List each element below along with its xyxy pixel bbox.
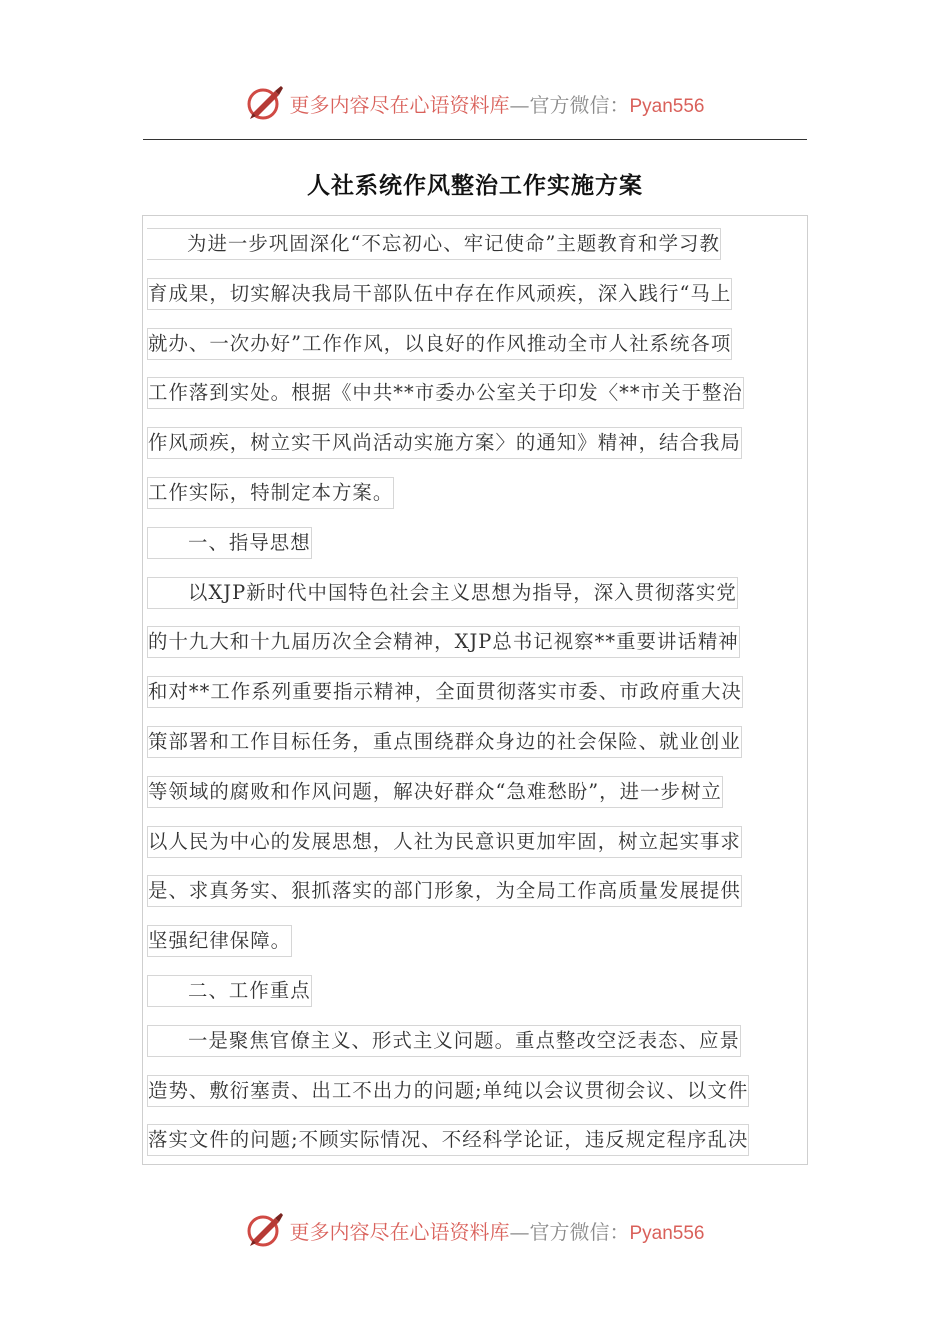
pen-logo-icon	[245, 1210, 285, 1250]
body-text-line	[147, 676, 743, 708]
body-text-lines	[147, 228, 805, 1165]
body-text-line-content: 以人民为中心的发展思想，人社为民意识更加牢固，树立起实事求	[148, 829, 741, 853]
body-text-line	[147, 1025, 741, 1057]
banner-brand: 更多内容尽在心语资料库	[289, 92, 510, 117]
body-text-line-content: 一是聚焦官僚主义、形式主义问题。重点整改空泛表态、应景	[188, 1028, 740, 1052]
body-text-line	[147, 726, 742, 758]
body-text-line-content: 和对**工作系列重要指示精神，全面贯彻落实市委、市政府重大决	[148, 680, 742, 704]
body-text-line-content: 作风顽疾，树立实干风尚活动实施方案〉的通知》精神，结合我局	[148, 431, 741, 455]
banner-wechat-id: Pyan556	[629, 1222, 705, 1244]
body-text-line	[147, 1124, 749, 1156]
body-text-line-content: 造势、敷衍塞责、出工不出力的问题;单纯以会议贯彻会议、以文件	[148, 1078, 749, 1102]
body-text-line	[147, 776, 723, 808]
body-text-line	[147, 626, 740, 658]
body-text-line-content: 一、指导思想	[188, 530, 311, 554]
body-text-line-content: 等领域的腐败和作风问题，解决好群众“急难愁盼”，进一步树立	[148, 779, 722, 803]
body-text-line-content: 就办、一次办好”工作作风，以良好的作风推动全市人社系统各项	[148, 331, 732, 355]
body-text-line	[147, 377, 744, 409]
body-text-line-content: 以XJP新时代中国特色社会主义思想为指导，深入贯彻落实党	[188, 580, 737, 604]
body-text-line	[147, 427, 742, 459]
body-text-line-content: 是、求真务实、狠抓落实的部门形象，为全局工作高质量发展提供	[148, 879, 741, 903]
body-text-frame	[142, 215, 808, 1165]
footer-watermark-banner	[0, 1205, 950, 1255]
body-text-line-content: 策部署和工作目标任务，重点围绕群众身边的社会保险、就业创业	[148, 729, 741, 753]
header-divider	[143, 139, 807, 140]
banner-wechat-label: 官方微信：	[529, 1219, 630, 1244]
body-text-line	[147, 925, 292, 957]
document-title: 人社系统作风整治工作实施方案	[307, 172, 643, 199]
body-text-line-content: 工作落到实处。根据《中共**市委办公室关于印发〈**市关于整治	[148, 381, 743, 405]
banner-wechat-id: Pyan556	[629, 95, 705, 117]
header-banner-text	[289, 89, 704, 118]
body-text-line-content: 坚强纪律保障。	[148, 929, 292, 953]
banner-dash: —	[509, 1219, 530, 1244]
header-watermark-banner	[0, 78, 950, 128]
body-text-line-content: 的十九大和十九届历次全会精神，XJP总书记视察**重要讲话精神	[148, 630, 739, 654]
body-text-line	[147, 278, 732, 310]
body-text-line	[147, 826, 742, 858]
body-text-line-content: 二、工作重点	[188, 978, 311, 1002]
body-text-line	[147, 875, 742, 907]
body-text-line	[147, 975, 312, 1007]
banner-brand: 更多内容尽在心语资料库	[289, 1219, 510, 1244]
body-text-line	[147, 477, 394, 509]
body-text-line	[147, 1075, 749, 1107]
body-text-line	[147, 328, 732, 360]
body-text-line-content: 工作实际，特制定本方案。	[148, 480, 394, 504]
banner-wechat-label: 官方微信：	[529, 92, 630, 117]
footer-banner-text	[289, 1216, 704, 1245]
body-text-line	[147, 527, 312, 559]
body-text-line-content: 为进一步巩固深化“不忘初心、牢记使命”主题教育和学习教	[187, 232, 720, 255]
pen-logo-icon	[245, 83, 285, 123]
body-text-line-content: 育成果，切实解决我局干部队伍中存在作风顽疾，深入践行“马上	[148, 281, 732, 305]
banner-dash: —	[509, 92, 530, 117]
body-text-line	[147, 228, 721, 260]
body-text-line-content: 落实文件的问题;不顾实际情况、不经科学论证，违反规定程序乱决	[148, 1128, 749, 1152]
body-text-line	[147, 577, 738, 609]
